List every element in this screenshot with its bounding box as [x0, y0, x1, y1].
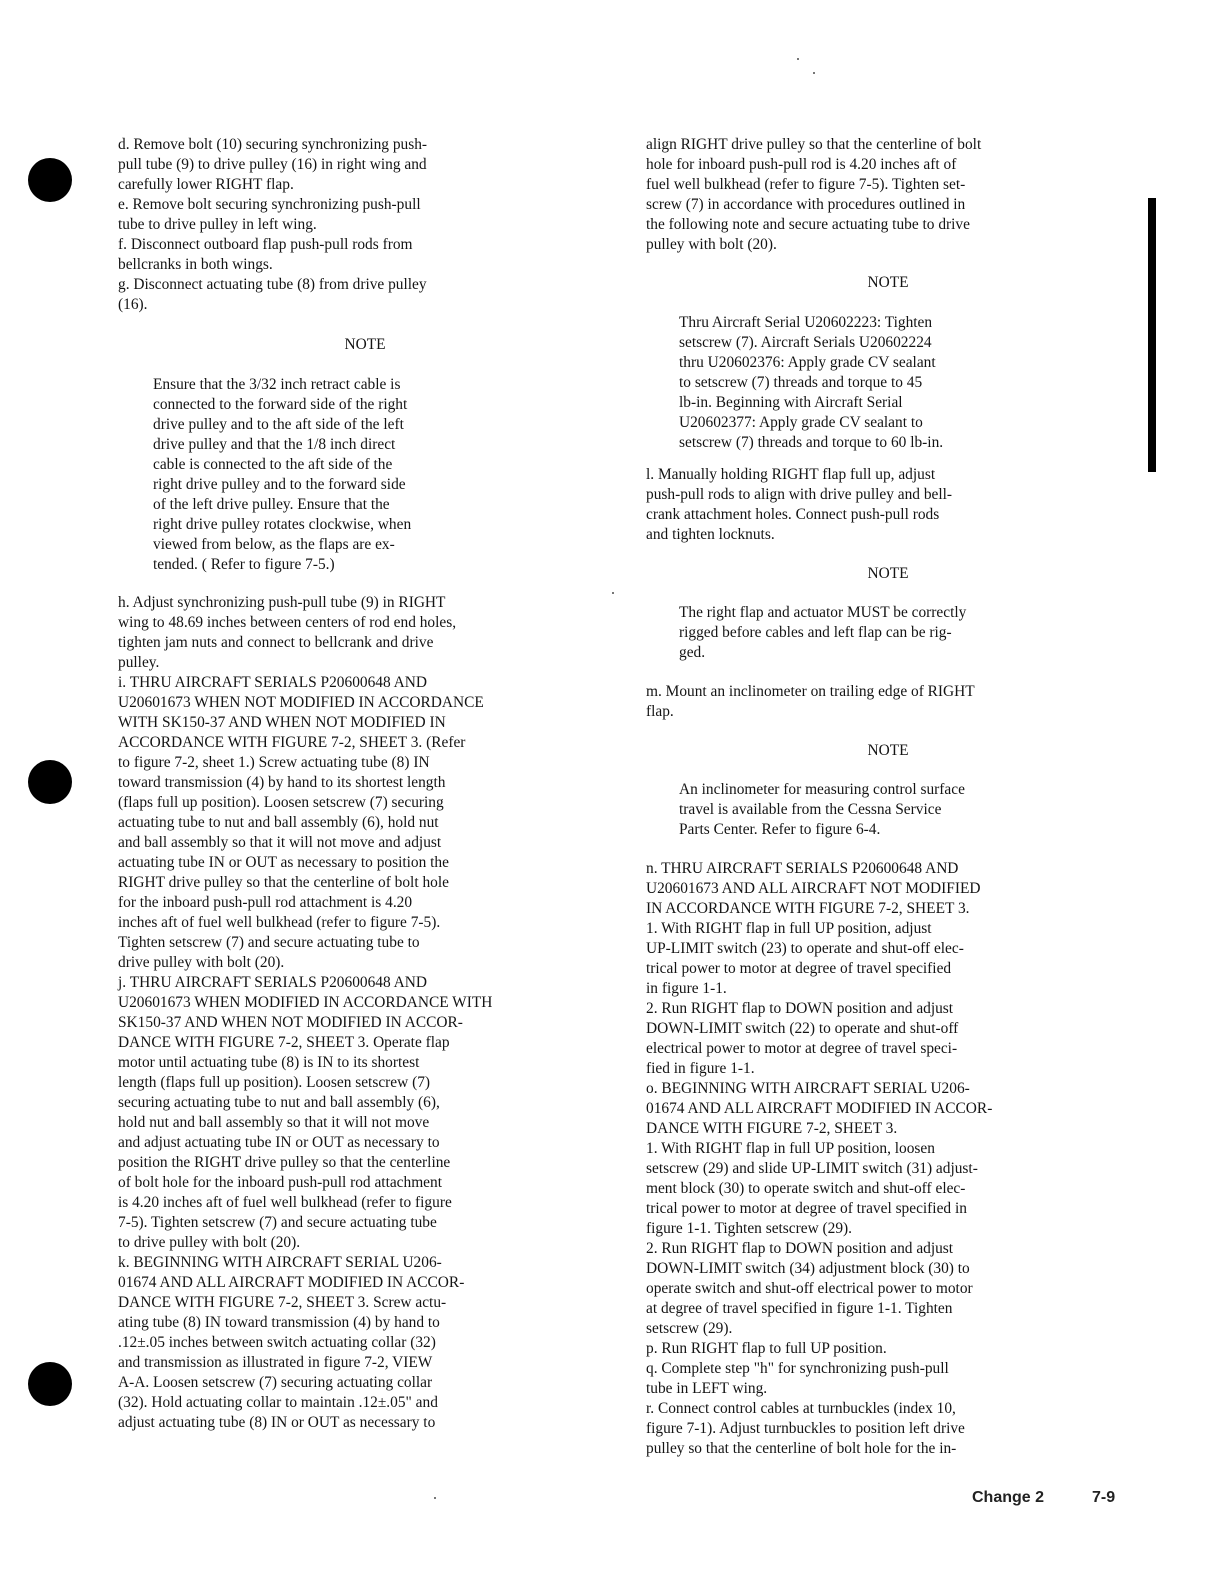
note-heading: NOTE: [867, 274, 909, 291]
note-heading: NOTE: [344, 336, 386, 353]
scan-speck: [813, 72, 815, 74]
note-text: The right flap and actuator MUST be correctly rigged before cables and left flap can be rig- ged.: [679, 604, 967, 661]
left-column: [118, 135, 612, 1433]
note-text: Ensure that the 3/32 inch retract cable is connected to the forward side of the right drive pulley and to the aft side of the left drive pulley and that the 1/8 inch direct cable is connected to the aft side of the right drive pulley and to the forward side of the left drive pulley. Ensure that the right drive pulley rotates clockwise, when viewed from below, as the flaps are ex- tended. ( Refer to figure 7-5.): [153, 376, 412, 573]
binder-hole-top: [28, 158, 72, 202]
step-r: r. Connect control cables at turnbuckles (index 10, figure 7-1). Adjust turnbuckles to position left drive pulley so that the centerline of bolt hole for the in-: [646, 1400, 965, 1457]
step-j: j. THRU AIRCRAFT SERIALS P20600648 AND U20601673 WHEN MODIFIED IN ACCORDANCE WITH SK150-37 AND WHEN NOT MODIFIED IN ACCOR- DANCE WITH FIGURE 7-2, SHEET 3. Operate flap motor until actuating tube (8) is IN to its shortest length (flaps full up position). Loosen setscrew (7) securing actuating tube to nut and ball assembly (6), hold nut and ball assembly so that it will not move and adjust actuating tube IN or OUT as necessary to position the RIGHT drive pulley so that the centerline of bolt hole for the inboard push-pull rod attachment is 4.20 inches aft of fuel well bulkhead (refer to figure 7-5). Tighten setscrew (7) and secure actuating tube to drive pulley with bolt (20).: [118, 974, 493, 1251]
step-m: m. Mount an inclinometer on trailing edge of RIGHT flap.: [646, 683, 975, 720]
step-p: p. Run RIGHT flap to full UP position.: [646, 1340, 887, 1357]
scan-speck: [434, 1497, 436, 1499]
step-k: k. BEGINNING WITH AIRCRAFT SERIAL U206- 01674 AND ALL AIRCRAFT MODIFIED IN ACCOR- DANCE WITH FIGURE 7-2, SHEET 3. Screw actu- ating tube (8) IN toward transmission (4) by hand to .12±.05 inches between switch actuating collar (32) and transmission as illustrated in figure 7-2, VIEW A-A. Loosen setscrew (7) securing actuating collar (32). Hold actuating collar to maintain .12±.05" and adjust actuating tube (8) IN or OUT as necessary to: [118, 1254, 465, 1431]
note-heading: NOTE: [867, 742, 909, 759]
step-d: d. Remove bolt (10) securing synchronizing push- pull tube (9) to drive pulley (16) in right wing and carefully lower RIGHT flap.: [118, 136, 428, 193]
binder-hole-middle: [28, 760, 72, 804]
step-i: i. THRU AIRCRAFT SERIALS P20600648 AND U20601673 WHEN NOT MODIFIED IN ACCORDANCE WITH SK150-37 AND WHEN NOT MODIFIED IN ACCORDANCE WITH FIGURE 7-2, SHEET 3. (Refer to figure 7-2, sheet 1.) Screw actuating tube (8) IN toward transmission (4) by hand to its shortest length (flaps full up position). Loosen setscrew (7) securing actuating tube to nut and ball assembly (6), hold nut and ball assembly so that it will not move and adjust actuating tube IN or OUT as necessary to position the RIGHT drive pulley so that the centerline of bolt hole for the inboard push-pull rod attachment is 4.20 inches aft of fuel well bulkhead (refer to figure 7-5). Tighten setscrew (7) and secure actuating tube to drive pulley with bolt (20).: [118, 674, 484, 971]
change-notice: Change 2: [972, 1489, 1045, 1506]
step-e: e. Remove bolt securing synchronizing push-pull tube to drive pulley in left wing.: [118, 196, 421, 233]
scan-speck: [797, 58, 799, 60]
revision-bar: [1148, 198, 1156, 472]
note-text: Thru Aircraft Serial U20602223: Tighten setscrew (7). Aircraft Serials U20602224 thru U20602376: Apply grade CV sealant to setscrew (7) threads and torque to 45 lb-in. Beginning with Aircraft Serial U20602377: Apply grade CV sealant to setscrew (7) threads and torque to 60 lb-in.: [679, 314, 944, 451]
step-g: g. Disconnect actuating tube (8) from drive pulley (16).: [118, 276, 427, 313]
step-q: q. Complete step "h" for synchronizing push-pull tube in LEFT wing.: [646, 1360, 949, 1397]
step-h: h. Adjust synchronizing push-pull tube (9) in RIGHT wing to 48.69 inches between centers of rod end holes, tighten jam nuts and connect to bellcrank and drive pulley.: [118, 594, 457, 671]
note-heading: NOTE: [867, 565, 909, 582]
step-f: f. Disconnect outboard flap push-pull rods from bellcranks in both wings.: [118, 236, 413, 273]
scan-speck: [612, 592, 614, 594]
note-text: An inclinometer for measuring control surface travel is available from the Cessna Service Parts Center. Refer to figure 6-4.: [679, 781, 965, 838]
step-o: o. BEGINNING WITH AIRCRAFT SERIAL U206- 01674 AND ALL AIRCRAFT MODIFIED IN ACCOR- DANCE WITH FIGURE 7-2, SHEET 3. 1. With RIGHT flap in full UP position, loosen setscrew (29) and slide UP-LIMIT switch (31) adjust- ment block (30) to operate switch and shut-off elec- trical power to motor at degree of travel specified in figure 1-1. Tighten setscrew (29). 2. Run RIGHT flap to DOWN position and adjust DOWN-LIMIT switch (34) adjustment block (30) to operate switch and shut-off electrical power to motor at degree of travel specified in figure 1-1. Tighten setscrew (29).: [646, 1080, 993, 1337]
step-n: n. THRU AIRCRAFT SERIALS P20600648 AND U20601673 AND ALL AIRCRAFT NOT MODIFIED IN ACCORDANCE WITH FIGURE 7-2, SHEET 3. 1. With RIGHT flap in full UP position, adjust UP-LIMIT switch (23) to operate and shut-off elec- trical power to motor at degree of travel specified in figure 1-1. 2. Run RIGHT flap to DOWN position and adjust DOWN-LIMIT switch (22) to operate and shut-off electrical power to motor at degree of travel speci- fied in figure 1-1.: [646, 860, 981, 1077]
step-l: l. Manually holding RIGHT flap full up, adjust push-pull rods to align with drive pulley and bell- crank attachment holes. Connect push-pull rods and tighten locknuts.: [646, 466, 953, 543]
right-column: [646, 135, 1130, 1459]
page-number: 7-9: [1092, 1489, 1116, 1506]
step-k-continued: align RIGHT drive pulley so that the centerline of bolt hole for inboard push-pull rod is 4.20 inches aft of fuel well bulkhead (refer to figure 7-5). Tighten set- screw (7) in accordance with procedures outlined in the following note and secure actuating tube to drive pulley with bolt (20).: [646, 136, 982, 253]
binder-hole-bottom: [28, 1362, 72, 1406]
